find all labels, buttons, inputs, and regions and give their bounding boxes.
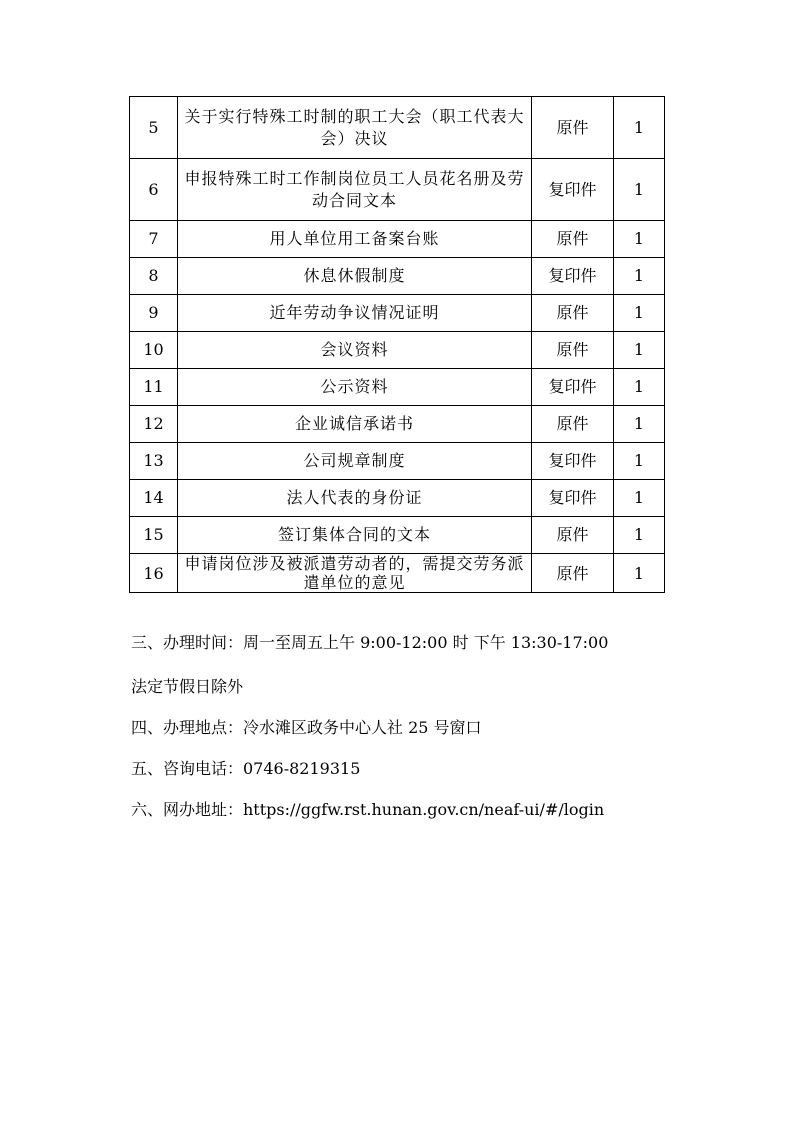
material-quantity: 1 [614, 159, 665, 221]
row-number: 8 [130, 258, 178, 295]
material-quantity: 1 [614, 554, 665, 593]
row-number: 15 [130, 517, 178, 554]
material-quantity: 1 [614, 221, 665, 258]
material-quantity: 1 [614, 332, 665, 369]
office-hours-note: 法定节假日除外 [131, 677, 244, 696]
table-row [130, 332, 665, 369]
row-number: 12 [130, 406, 178, 443]
table-row [130, 97, 665, 159]
material-quantity: 1 [614, 97, 665, 159]
material-name: 企业诚信承诺书 [178, 406, 532, 443]
row-number: 13 [130, 443, 178, 480]
row-number: 7 [130, 221, 178, 258]
materials-table [129, 96, 665, 593]
material-quantity: 1 [614, 295, 665, 332]
table-row [130, 517, 665, 554]
material-type: 复印件 [532, 258, 614, 295]
material-name: 近年劳动争议情况证明 [178, 295, 532, 332]
material-type: 原件 [532, 554, 614, 593]
table-row [130, 221, 665, 258]
material-type: 原件 [532, 406, 614, 443]
material-quantity: 1 [614, 480, 665, 517]
material-type: 原件 [532, 332, 614, 369]
material-quantity: 1 [614, 258, 665, 295]
row-number: 10 [130, 332, 178, 369]
online-service-address: 六、网办地址：https://ggfw.rst.hunan.gov.cn/neaf-ui/#/login [131, 800, 605, 819]
material-name: 申请岗位涉及被派遣劳动者的，需提交劳务派遣单位的意见 [178, 554, 532, 593]
material-quantity: 1 [614, 369, 665, 406]
material-name: 关于实行特殊工时制的职工大会（职工代表大会）决议 [178, 97, 532, 159]
table-row [130, 480, 665, 517]
row-number: 6 [130, 159, 178, 221]
consult-phone: 五、咨询电话：0746-8219315 [131, 759, 361, 778]
material-type: 复印件 [532, 480, 614, 517]
row-number: 11 [130, 369, 178, 406]
row-number: 16 [130, 554, 178, 593]
row-number: 9 [130, 295, 178, 332]
material-name: 会议资料 [178, 332, 532, 369]
row-number: 5 [130, 97, 178, 159]
table-row [130, 554, 665, 593]
office-location: 四、办理地点：冷水滩区政务中心人社 25 号窗口 [131, 718, 482, 737]
office-hours: 三、办理时间：周一至周五上午 9:00-12:00 时 下午 13:30-17:00 [131, 633, 609, 652]
table-row [130, 258, 665, 295]
material-type: 原件 [532, 517, 614, 554]
table-row [130, 406, 665, 443]
material-name: 签订集体合同的文本 [178, 517, 532, 554]
material-name: 休息休假制度 [178, 258, 532, 295]
material-name: 公示资料 [178, 369, 532, 406]
table-row [130, 295, 665, 332]
table-row [130, 159, 665, 221]
material-type: 复印件 [532, 443, 614, 480]
material-type: 原件 [532, 97, 614, 159]
material-quantity: 1 [614, 443, 665, 480]
material-quantity: 1 [614, 517, 665, 554]
material-type: 原件 [532, 295, 614, 332]
material-name: 用人单位用工备案台账 [178, 221, 532, 258]
material-quantity: 1 [614, 406, 665, 443]
material-type: 原件 [532, 221, 614, 258]
material-type: 复印件 [532, 369, 614, 406]
material-name: 法人代表的身份证 [178, 480, 532, 517]
material-name: 公司规章制度 [178, 443, 532, 480]
row-number: 14 [130, 480, 178, 517]
material-name: 申报特殊工时工作制岗位员工人员花名册及劳动合同文本 [178, 159, 532, 221]
table-row [130, 443, 665, 480]
table-row [130, 369, 665, 406]
material-type: 复印件 [532, 159, 614, 221]
